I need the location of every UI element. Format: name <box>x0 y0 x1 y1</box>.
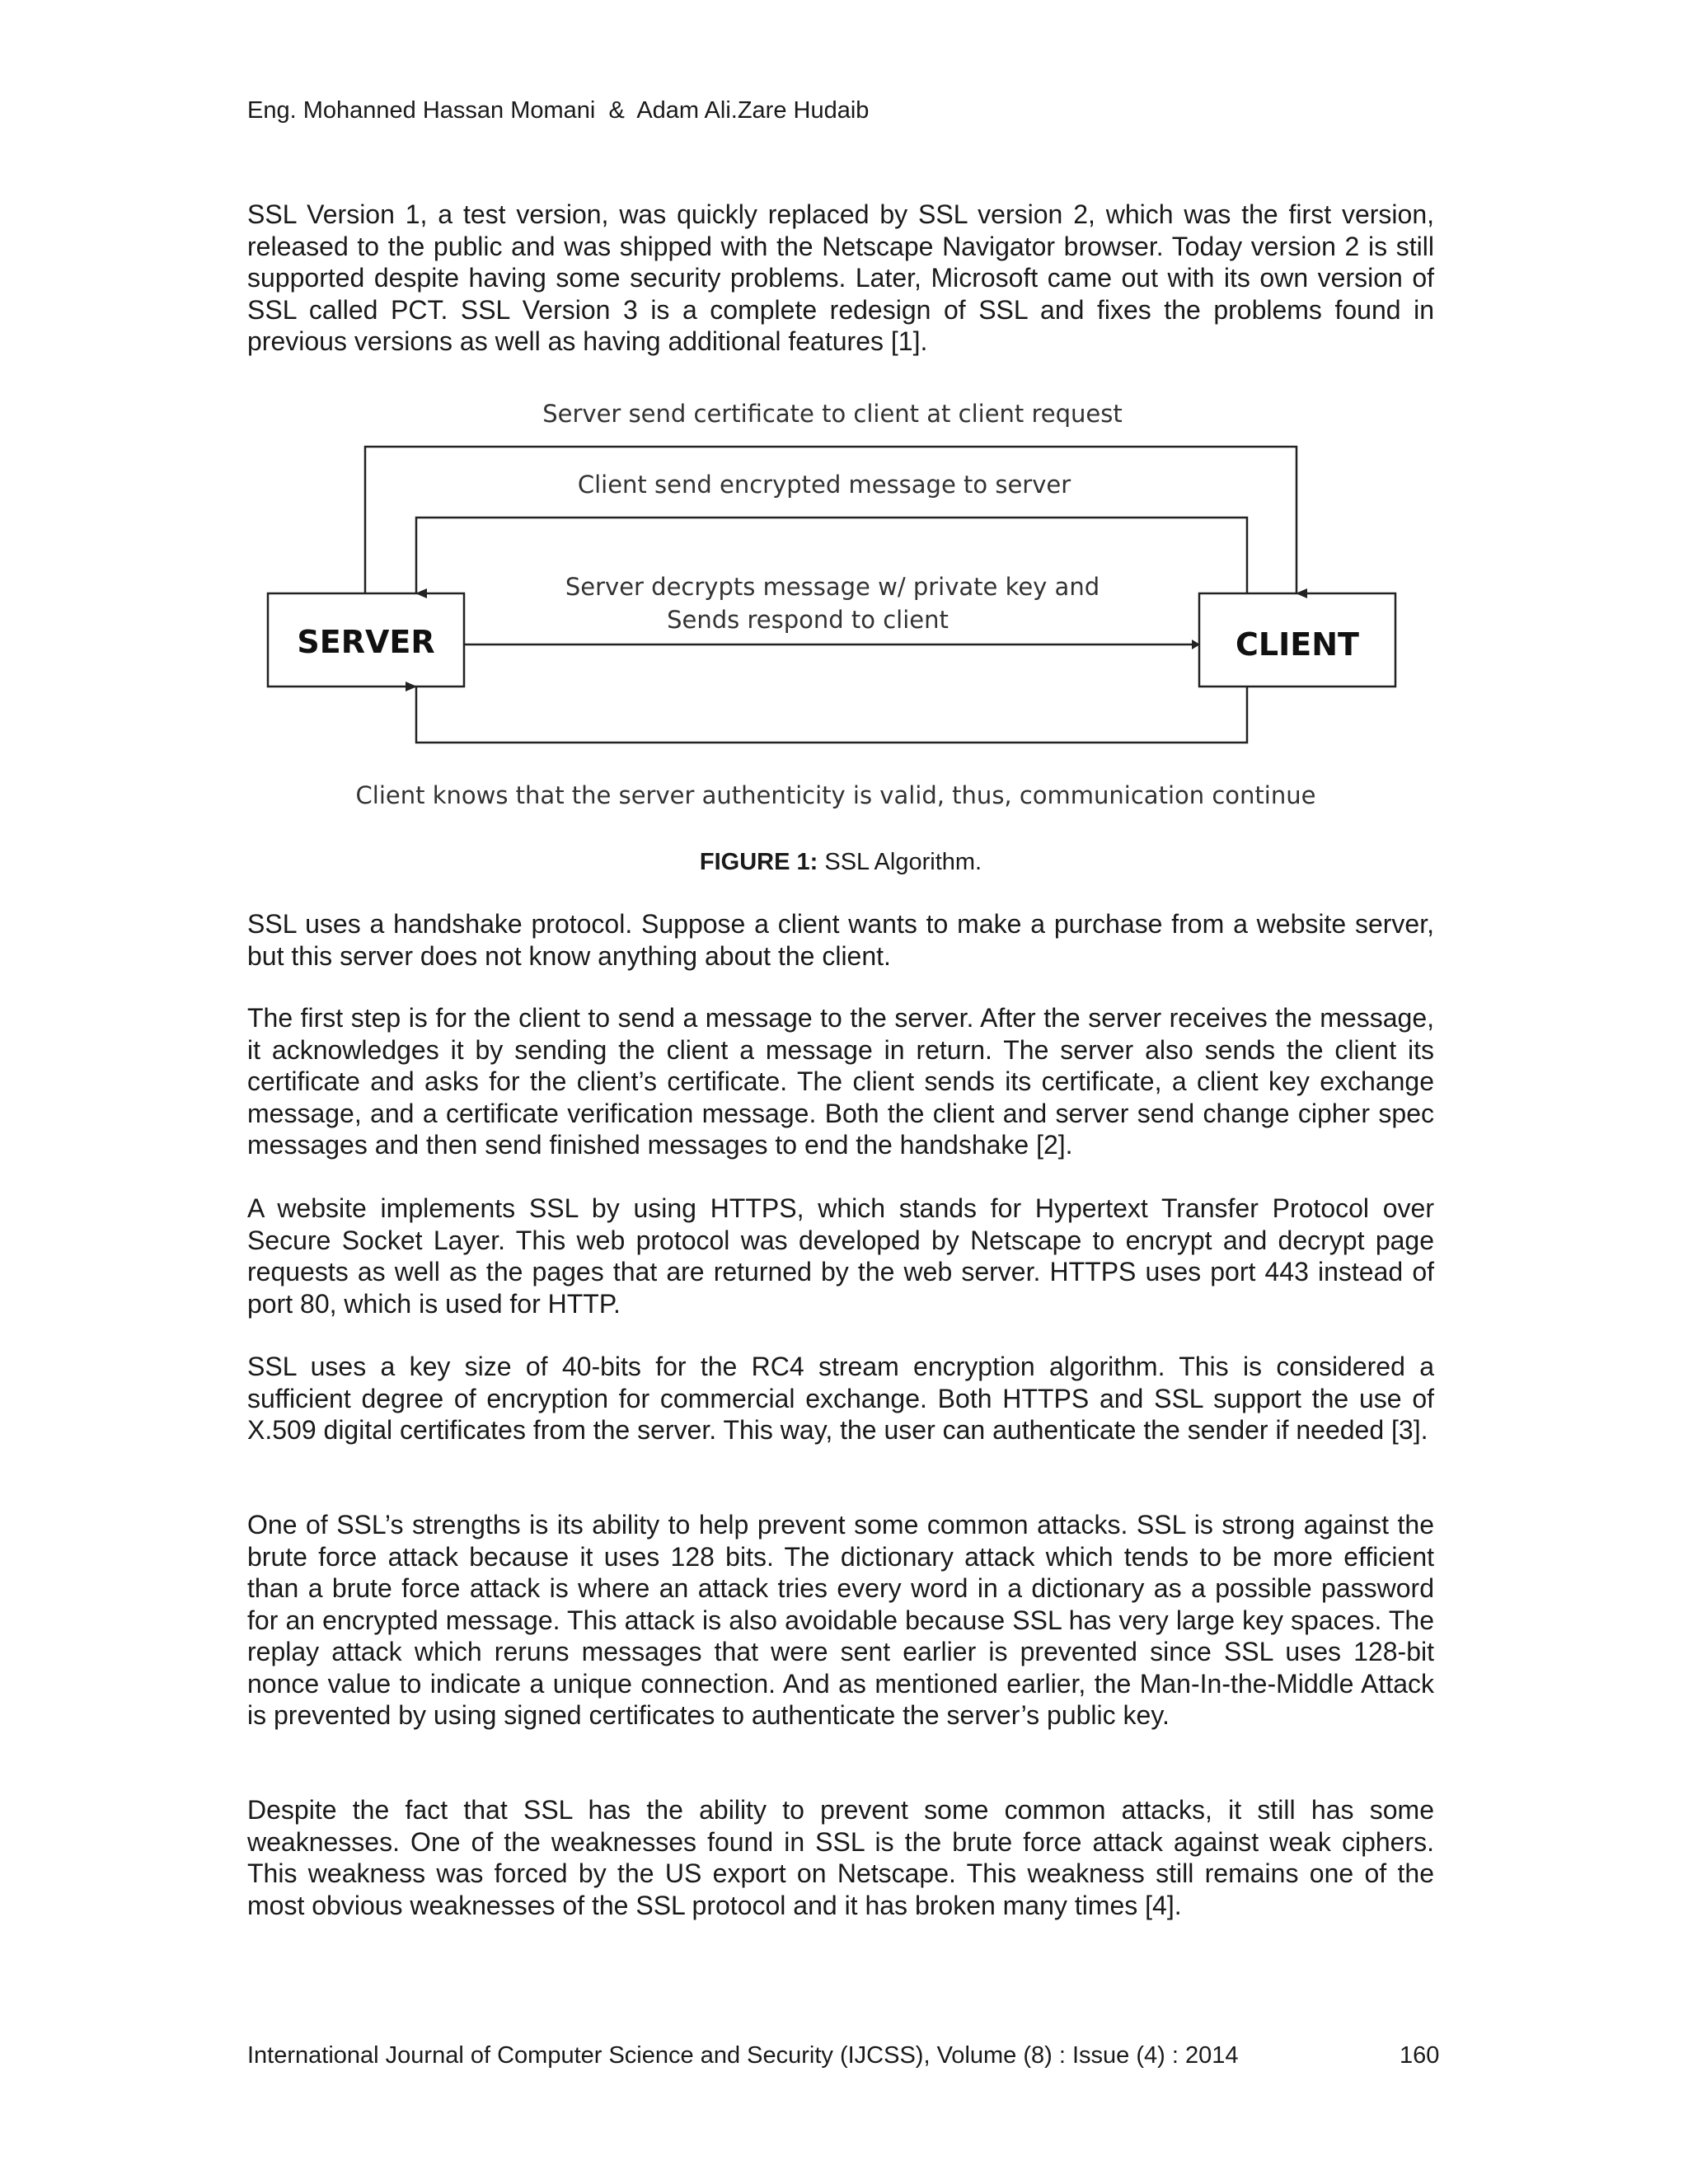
encrypted-message: Client send encrypted message to server <box>577 471 1071 499</box>
authentic-message: Client knows that the server authenticity is valid, thus, communication continue <box>355 781 1316 809</box>
paragraph-ssl-versions: SSL Version 1, a test version, was quickly replaced by SSL version 2, which was the first version, released to the public and was shipped with the Netscape Navigator browser. Today version 2 is still supported despite having some security problems. Later, Microsoft came out with its own version of SSL called PCT. SSL Version 3 is a complete redesign of SSL and fixes the problems found in previous versions as well as having additional features [1]. <box>247 199 1434 356</box>
paragraph-strengths: One of SSL’s strengths is its ability to help prevent some common attacks. SSL is strong against the brute force attack because it uses 128 bits. The dictionary attack which tends to be more efficient than a brute force attack is where an attack tries every word in a dictionary as a possible password for an encrypted message. This attack is also avoidable because SSL has very large key spaces. The replay attack which reruns messages that were sent earlier is prevented since SSL uses 128-bit nonce value to indicate a unique connection. And as mentioned earlier, the Man-In-the-Middle Attack is prevented by using signed certificates to authenticate the server’s public key. <box>247 1510 1434 1730</box>
figure-caption <box>247 849 1434 876</box>
authentic-arrow <box>416 687 1247 743</box>
decrypt-message-line2: Sends respond to client <box>667 606 949 634</box>
client-label: CLIENT <box>1236 626 1359 663</box>
paragraph-https: A website implements SSL by using HTTPS, which stands for Hypertext Transfer Protocol over Secure Socket Layer. This web protocol was developed by Netscape to encrypt and decrypt page requests as well as the pages that are returned by the web server. HTTPS uses port 443 instead of port 80, which is used for HTTP. <box>247 1193 1434 1319</box>
certificate-arrow <box>365 447 1296 593</box>
ssl-diagram <box>247 387 1434 832</box>
paragraph-key-size: SSL uses a key size of 40-bits for the RC4 stream encryption algorithm. This is considered a sufficient degree of encryption for commercial exchange. Both HTTPS and SSL support the use of X.509 digital certificates from the server. This way, the user can authenticate the sender if needed [3]. <box>247 1352 1434 1445</box>
running-header: Eng. Mohanned Hassan Momani & Adam Ali.Zare Hudaib <box>247 97 870 124</box>
paragraph-handshake-intro: SSL uses a handshake protocol. Suppose a client wants to make a purchase from a website server, but this server does not know anything about the client. <box>247 909 1434 971</box>
certificate-message: Server send certificate to client at client request <box>542 400 1123 428</box>
journal-footer: International Journal of Computer Science and Security (IJCSS), Volume (8) : Issue (4) : 2014 <box>247 2042 1239 2069</box>
server-label: SERVER <box>297 624 435 660</box>
page-number: 160 <box>1400 2042 1440 2069</box>
decrypt-message-line1: Server decrypts message w/ private key and <box>565 573 1100 601</box>
figure-caption-text: SSL Algorithm. <box>818 849 982 875</box>
figure-caption-label: FIGURE 1: <box>699 849 818 875</box>
paragraph-handshake-steps: The first step is for the client to send a message to the server. After the server receives the message, it acknowledges it by sending the client a message in return. The server also sends the client its certificate and asks for the client’s certificate. The client sends its certificate, a client key exchange message, and a certificate verification message. Both the client and server send change cipher spec messages and then send finished messages to end the handshake [2]. <box>247 1003 1434 1160</box>
ssl-algorithm-figure <box>247 387 1434 832</box>
paragraph-weaknesses: Despite the fact that SSL has the ability to prevent some common attacks, it still has some weaknesses. One of the weaknesses found in SSL is the brute force attack against weak ciphers. This weakness was forced by the US export on Netscape. This weakness still remains one of the most obvious weaknesses of the SSL protocol and it has broken many times [4]. <box>247 1795 1434 1920</box>
